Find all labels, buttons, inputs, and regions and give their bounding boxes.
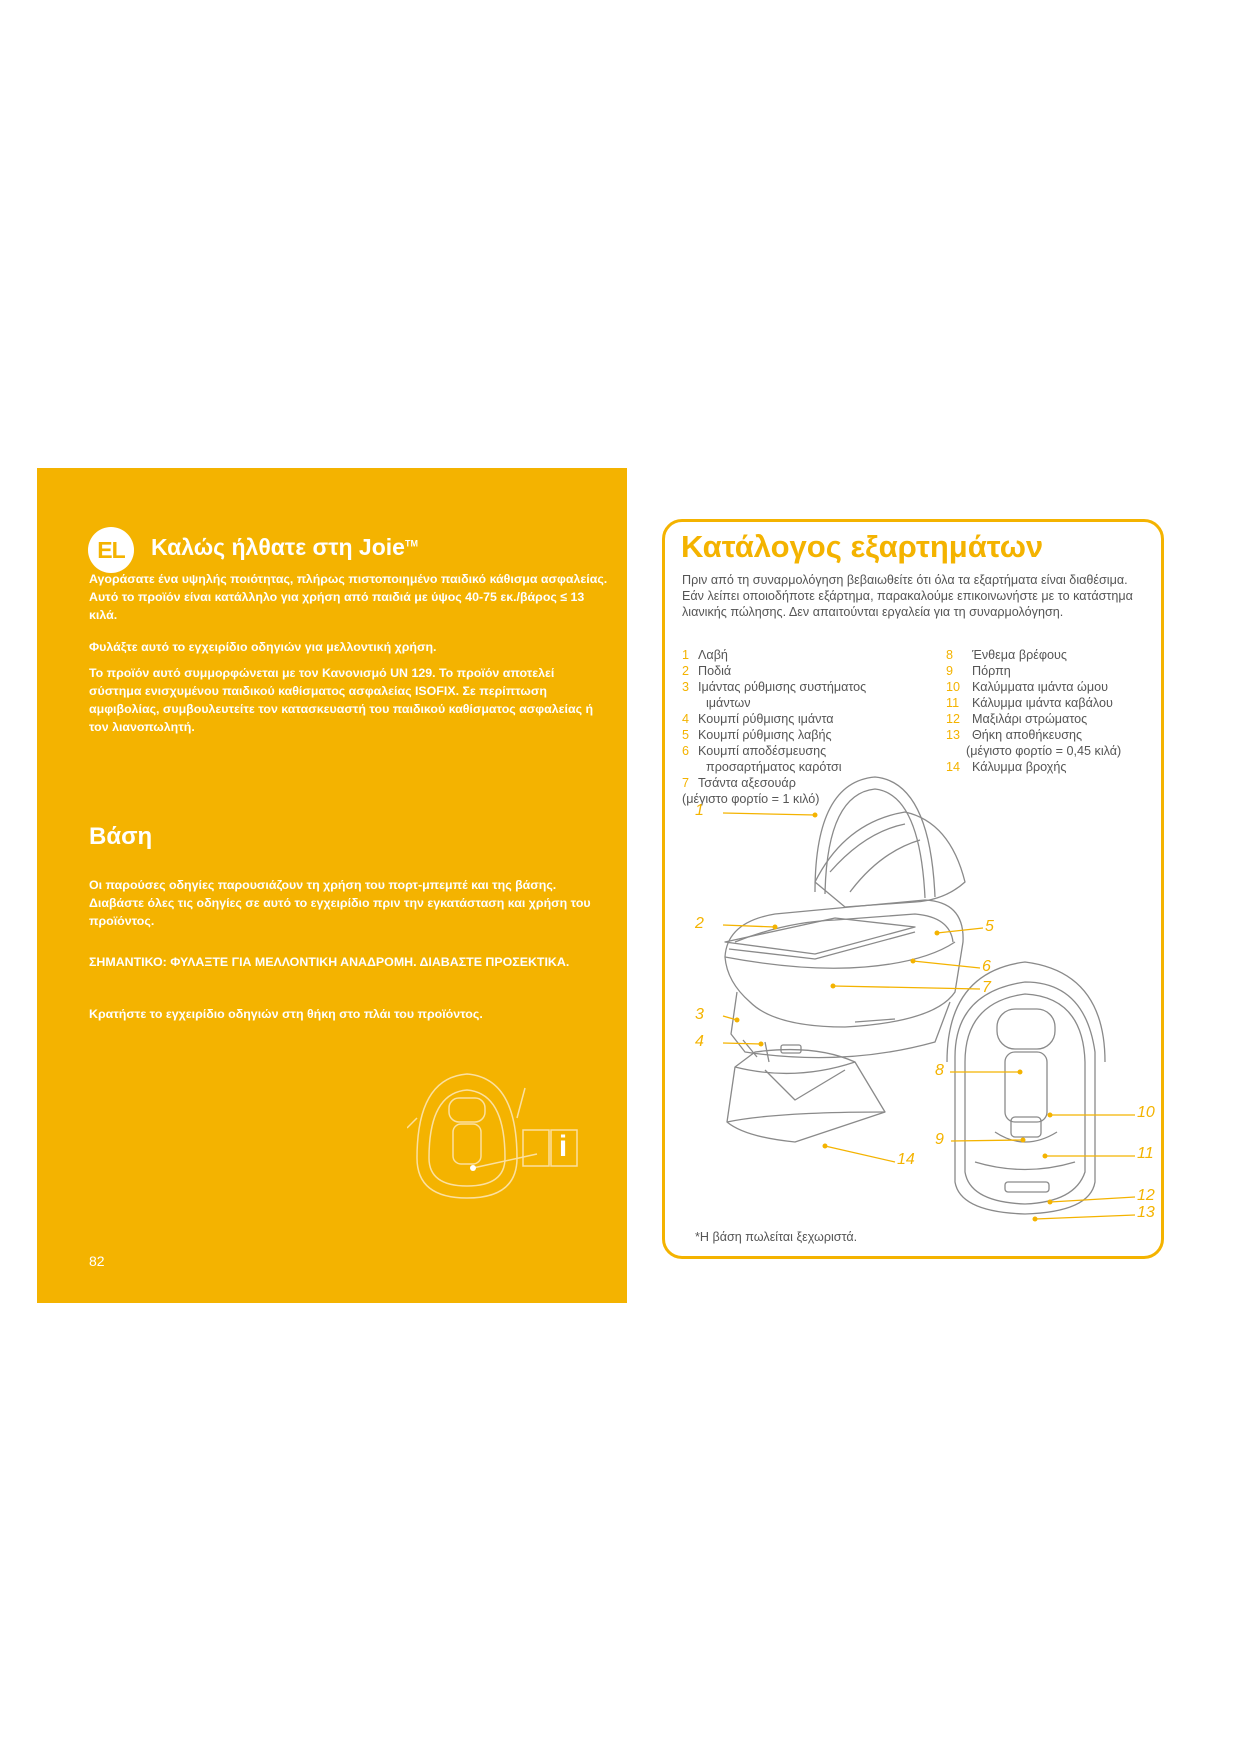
welcome-title [151,534,418,561]
base-intro-paragraph: Οι παρούσες οδηγίες παρουσιάζουν τη χρήση του πορτ-μπεμπέ και της βάσης. Διαβάστε όλες τις οδηγίες σε αυτό το εγχειρίδιο πριν την εγκατάσταση και χρήση του προϊόντος. [89,878,591,928]
part-number: 6 [682,744,690,758]
callout-label: 14 [897,1151,915,1168]
manual-icon-letter: i [558,1130,568,1163]
part-number: 2 [682,664,690,678]
keep-manual-paragraph: Φυλάξτε αυτό το εγχειρίδιο οδηγιών για μελλοντική χρήση. [89,640,437,654]
welcome-title-text: Καλώς ήλθατε στη Joie [151,534,405,560]
language-badge: EL [88,527,134,573]
callout-label: 4 [695,1033,704,1050]
callout-label: 3 [695,1006,704,1023]
part-number: 8 [946,648,954,662]
part-number: 10 [946,680,961,694]
important-paragraph: ΣΗΜΑΝΤΙΚΟ: ΦΥΛΑΞΤΕ ΓΙΑ ΜΕΛΛΟΝΤΙΚΗ ΑΝΑΔΡΟΜΗ. ΔΙΑΒΑΣΤΕ ΠΡΟΣΕΚΤΙΚΑ. [89,955,570,969]
part-label: Ένθεμα βρέφους [972,648,1067,662]
callout-label: 2 [695,915,704,932]
part-number: 7 [682,776,690,790]
left-page-panel [37,468,627,1303]
parts-catalog-card [662,519,1164,1259]
storage-note-paragraph: Κρατήστε το εγχειρίδιο οδηγιών στη θήκη στο πλάι του προϊόντος. [89,1007,483,1021]
parts-diagram [665,522,1161,1256]
part-label: Κουμπί ρύθμισης λαβής [698,728,832,742]
callout-label: 7 [982,979,991,996]
trademark-mark: TM [404,538,418,549]
part-number: 9 [946,664,954,678]
apron-drawing [725,918,915,954]
part-number: 12 [946,712,961,726]
part-number: 3 [682,680,690,694]
carrycot-top-view-drawing [955,982,1095,1214]
base-section-title: Βάση [89,823,153,850]
part-load-note: (μέγιστο φορτίο = 0,45 κιλά) [966,744,1122,758]
part-label: Μαξιλάρι στρώματος [972,712,1088,726]
page-number: 82 [89,1253,105,1269]
part-label: ιμάντων [706,696,751,710]
part-number: 11 [946,696,960,710]
part-label: Λαβή [698,648,728,662]
manual-storage-illustration [407,1058,617,1208]
part-number: 13 [946,728,961,742]
part-number: 4 [682,712,690,726]
part-load-note: (μέγιστο φορτίο = 1 κιλό) [682,792,820,806]
compliance-paragraph: Το προϊόν αυτό συμμορφώνεται με τον Κανονισμό UN 129. Το προϊόν αποτελεί σύστημα ενισχυμένου παιδικού καθίσματος ασφαλείας ISOFIX. Σε περίπτωση αμφιβολίας, συμβουλευτείτε τον κατασκευαστή του παιδικού καθίσματος ασφαλείας ή τον λιανοπωλητή. [89,666,594,734]
accessory-bag-drawing [727,1050,885,1142]
part-label: Κουμπί ρύθμισης ιμάντα [698,712,834,726]
callout-label: 5 [985,918,994,935]
callout-label: 1 [695,802,704,819]
part-label: Κάλυμμα ιμάντα καβάλου [972,696,1113,710]
callout-label: 8 [935,1062,944,1079]
part-label: Κάλυμμα βροχής [972,760,1067,774]
callout-label: 6 [982,958,991,975]
callout-label: 9 [935,1131,944,1148]
catalog-title: Κατάλογος εξαρτημάτων [681,529,1044,564]
part-label: Ιμάντας ρύθμισης συστήματος [698,680,867,694]
part-label: Ποδιά [698,664,732,678]
callout-label: 13 [1137,1204,1155,1221]
callout-label: 10 [1137,1104,1155,1121]
part-label: Τσάντα αξεσουάρ [698,776,796,790]
intro-paragraph: Αγοράσατε ένα υψηλής ποιότητας, πλήρως πιστοποιημένο παιδικό κάθισμα ασφαλείας. Αυτό το προϊόν είναι κατάλληλο για χρήση από παιδιά με ύψος 40-75 εκ./βάρος ≤ 13 κιλά. [89,572,608,622]
part-number: 14 [946,760,961,774]
part-label: προσαρτήματος καρότσι [706,760,842,774]
callout-label: 12 [1137,1187,1155,1204]
catalog-intro: Πριν από τη συναρμολόγηση βεβαιωθείτε ότι όλα τα εξαρτήματα είναι διαθέσιμα. Εάν λείπει οποιοδήποτε εξάρτημα, παρακαλούμε επικοινωνήστε με το κατάστημα λιανικής πώλησης. Δεν απαιτούνται εργαλεία για τη συναρμολόγηση. [682,573,1133,619]
canopy-drawing [815,812,965,907]
part-label: Καλύμματα ιμάντα ώμου [972,680,1108,694]
part-number: 1 [682,648,690,662]
base-sold-separately-note: *Η βάση πωλείται ξεχωριστά. [695,1230,858,1244]
part-label: Πόρπη [972,664,1011,678]
part-label: Θήκη αποθήκευσης [972,728,1083,742]
part-number: 5 [682,728,690,742]
callout-label: 11 [1137,1145,1154,1162]
part-label: Κουμπί αποδέσμευσης [698,744,827,758]
